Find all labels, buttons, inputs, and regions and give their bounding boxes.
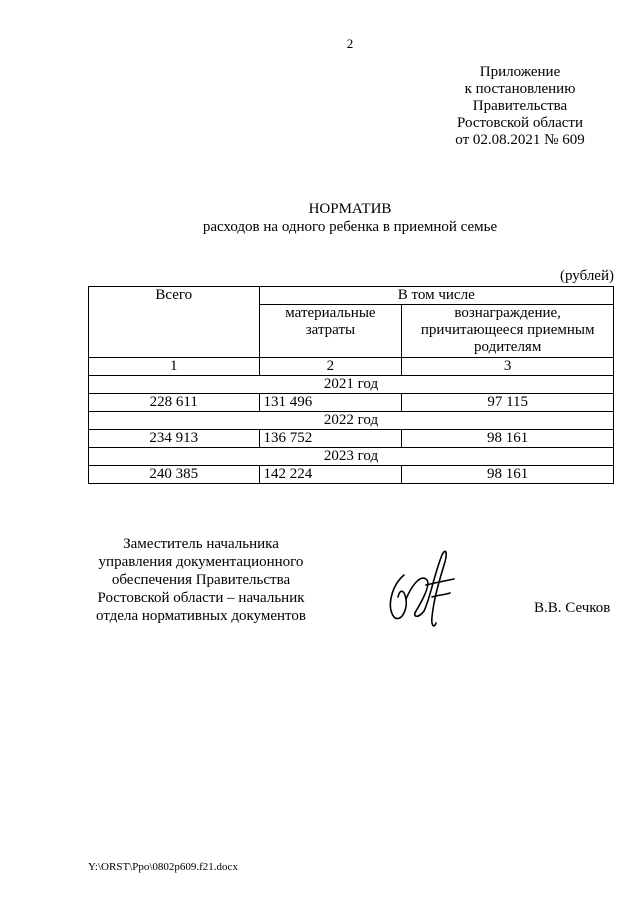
table-row	[89, 430, 614, 448]
header-reward: вознаграждение, причитающееся приемным родителям	[402, 305, 614, 358]
total-cell: 234 913	[89, 430, 260, 448]
header-including: В том числе	[259, 287, 613, 305]
signer-line: Заместитель начальника	[123, 536, 279, 552]
year-row	[89, 376, 614, 394]
material-cell: 136 752	[259, 430, 402, 448]
reward-cell: 98 161	[402, 430, 614, 448]
year-label: 2022 год	[89, 412, 614, 430]
signer-line: управления документационного	[98, 554, 304, 570]
document-title	[0, 200, 640, 236]
year-row	[89, 412, 614, 430]
column-number: 2	[259, 358, 402, 376]
appendix-header	[440, 64, 600, 149]
appendix-line: от 02.08.2021 № 609	[455, 132, 585, 148]
handwritten-signature	[382, 545, 462, 635]
units-label: (рублей)	[559, 268, 614, 284]
signer-line: обеспечения Правительства	[111, 572, 291, 588]
title-heading: НОРМАТИВ	[308, 201, 392, 217]
appendix-line: Правительства	[472, 98, 568, 114]
signer-title	[96, 535, 306, 625]
appendix-line: Ростовской области	[457, 115, 583, 131]
material-cell: 142 224	[259, 466, 402, 484]
column-number-row	[89, 358, 614, 376]
total-cell: 240 385	[89, 466, 260, 484]
table-row	[89, 394, 614, 412]
total-cell: 228 611	[89, 394, 260, 412]
signer-name: В.В. Сечков	[534, 600, 611, 616]
appendix-line: Приложение	[479, 64, 561, 80]
year-row	[89, 448, 614, 466]
signer-line: отдела нормативных документов	[96, 608, 306, 624]
appendix-line: к постановлению	[464, 81, 576, 97]
column-number: 1	[89, 358, 260, 376]
column-number: 3	[402, 358, 614, 376]
year-label: 2023 год	[89, 448, 614, 466]
title-subheading: расходов на одного ребенка в приемной семье	[202, 219, 498, 235]
year-label: 2021 год	[89, 376, 614, 394]
signer-line: Ростовской области – начальник	[97, 590, 305, 606]
table-header-row	[89, 287, 614, 305]
norm-table	[88, 286, 614, 484]
header-material: материальные затраты	[259, 305, 402, 358]
reward-cell: 97 115	[402, 394, 614, 412]
material-cell: 131 496	[259, 394, 402, 412]
header-total: Всего	[89, 287, 260, 358]
reward-cell: 98 161	[402, 466, 614, 484]
page-number: 2	[346, 36, 354, 51]
file-path-footer: Y:\ORST\Ppo\0802p609.f21.docx	[88, 861, 238, 873]
table-row	[89, 466, 614, 484]
